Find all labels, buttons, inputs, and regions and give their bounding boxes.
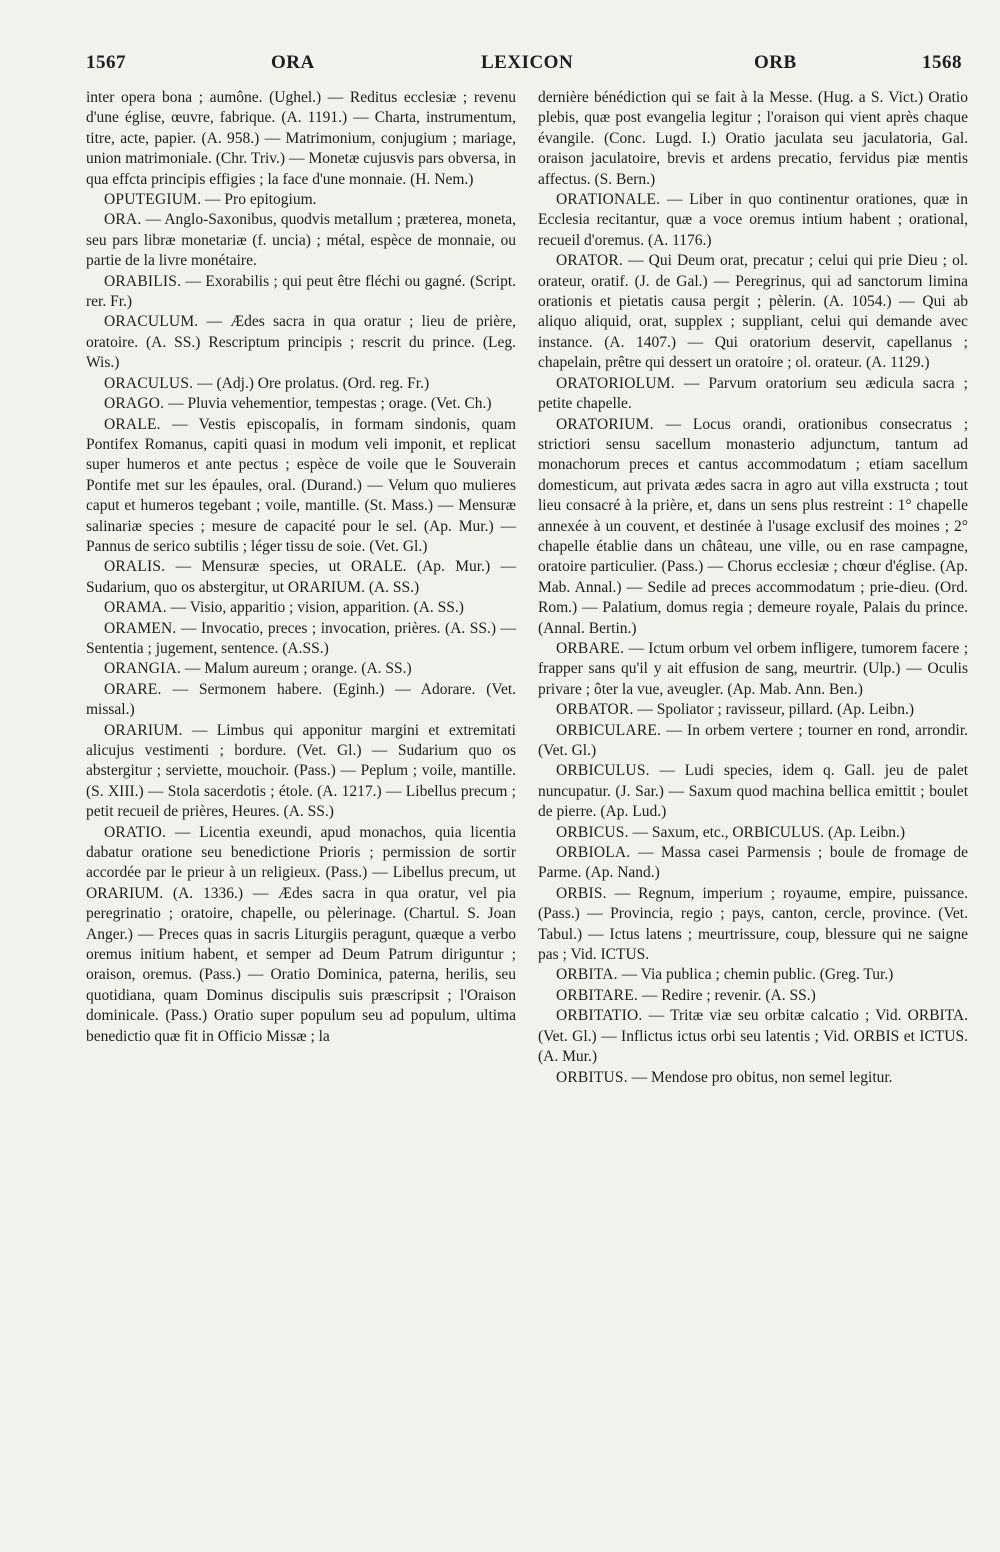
entry-definition: dernière bénédiction qui se fait à la Messe. (Hug. a S. Vict.) Oratio plebis, quæ post evangelia legitur ; l'oraison qui vient après chaque évangile. (Conc. Lugd. I.) Oratio jaculata seu jaculatoria, Gal. oraison jaculatoire, brevis et ardens precatio, fervidus piæ mentis affectus. (S. Bern.)	[538, 89, 968, 188]
entry-headword: OPUTEGIUM.	[104, 191, 202, 209]
dictionary-entry	[538, 251, 968, 373]
entry-headword: ORBICULARE.	[556, 721, 662, 739]
entry-definition: inter opera bona ; aumône. (Ughel.) — Reditus ecclesiæ ; revenu d'une église, œuvre, fabrique. (A. 1191.) — Charta, instrumentum, titre, acte, papier. (A. 958.) — Matrimonium, conjugium ; mariage, union matrimoniale. (Chr. Triv.) — Monetæ cujusvis pars obversa, in qua effcta principis effigies ; la face d'une monnaie. (H. Nem.)	[86, 89, 516, 188]
entry-headword: ORBICUS.	[556, 823, 629, 841]
dictionary-entry	[86, 415, 516, 558]
dictionary-entry	[538, 761, 968, 822]
entry-headword: ORARE.	[104, 680, 162, 698]
entry-headword: ORATORIOLUM.	[556, 374, 675, 392]
entry-definition: — Ludi species, idem q. Gall. jeu de palet nuncupatur. (J. Sar.) — Saxum quod machina bellica emittit ; boulet de pierre. (Ap. Lud.)	[538, 762, 968, 821]
dictionary-entry	[86, 374, 516, 394]
entry-definition: — Redire ; revenir. (A. SS.)	[641, 986, 816, 1004]
continued-entry	[538, 88, 968, 190]
right-column	[538, 88, 968, 1088]
entry-headword: ORAMEN.	[104, 619, 177, 637]
dictionary-entry	[86, 210, 516, 271]
entry-headword: ORBIOLA.	[556, 844, 631, 862]
entry-headword: ORAGO.	[104, 395, 165, 413]
dictionary-entry	[86, 598, 516, 618]
dictionary-entry	[538, 884, 968, 966]
left-guide-word: ORA	[271, 52, 315, 73]
entry-definition: — Tritæ viæ seu orbitæ calcatio ; Vid. ORBITA. (Vet. Gl.) — Inflictus ictus orbi seu latentis ; Vid. ORBIS et ICTUS. (A. Mur.)	[538, 1007, 968, 1066]
entry-headword: ORACULUM.	[104, 313, 199, 331]
entry-headword: ORARIUM.	[104, 721, 183, 739]
dictionary-entry	[538, 374, 968, 415]
dictionary-entry	[538, 721, 968, 762]
dictionary-entry	[538, 1068, 968, 1088]
entry-headword: ORBITARE.	[556, 986, 638, 1004]
entry-definition: — Mensuræ species, ut ORALE. (Ap. Mur.) — Sudarium, quo os abstergitur, ut ORARIUM. (A. SS.)	[86, 558, 517, 596]
dictionary-entry	[538, 823, 968, 843]
dictionary-entry	[86, 823, 516, 1047]
right-guide-word: ORB	[754, 52, 797, 73]
running-title: LEXICON	[481, 52, 574, 73]
dictionary-entry	[86, 394, 516, 414]
entry-headword: ORALIS.	[104, 558, 166, 576]
dictionary-entry	[86, 721, 516, 823]
entry-definition: — Qui Deum orat, precatur ; celui qui prie Dieu ; ol. orateur, oratif. (J. de Gal.) — Peregrinus, qui ad sanctorum limina orationis et pietatis causa pergit ; pèlerin. (A. 1054.) — Qui ab aliquo aliquid, orat, supplex ; suppliant, celui qui demande avec instance. (A. 1407.) — Qui oratorium deservit, capellanus ; chapelain, prêtre qui dessert un oratoire ; ol. orateur. (A. 1129.)	[538, 252, 968, 372]
page-header	[86, 52, 962, 82]
entry-definition: — Vestis episcopalis, in formam sindonis, quam Pontifex Romanus, capiti quasi in modum veli imponit, et replicat super humeros et ante pectus ; espèce de voile que le Souverain Pontife met sur les épaules, oral. (Durand.) — Velum quo mulieres caput et humeros tegebant ; voile, mantille. (St. Mass.) — Mensuræ salinariæ species ; mesure de capacité pour le sel. (Ap. Mur.) — Pannus de serico subtilis ; léger tissu de soie. (Vet. Gl.)	[86, 415, 517, 555]
entry-definition: — Mendose pro obitus, non semel legitur.	[631, 1068, 893, 1086]
dictionary-entry	[538, 1006, 968, 1067]
entry-definition: — Spoliator ; ravisseur, pillard. (Ap. Leibn.)	[637, 701, 915, 719]
entry-definition: — Invocatio, preces ; invocation, prières. (A. SS.) — Sententia ; jugement, sentence. (A.SS.)	[86, 619, 517, 657]
entry-headword: ORBARE.	[556, 639, 625, 657]
entry-definition: — Licentia exeundi, apud monachos, quia licentia dabatur oratione seu benedictione Prioris ; permission de sortir accordée par le prieur à un religieux. (Pass.) — Libellus precum, ut ORARIUM. (A. 1336.) — Ædes sacra in qua oratur, vel pia peregrinatio ; oratoire, chapelle, ou pèlerinage. (Chartul. S. Joan Anger.) — Preces quas in sacris Liturgiis peragunt, quæque a verbo oremus initium habent, et semper ad Deum Patrum diriguntur ; oraison, oremus. (Pass.) — Oratio Dominica, paterna, herilis, seu quotidiana, quam Dominus discipulis suis præscripsit ; l'Oraison dominicale. (Pass.) Oratio super populum seu ad populum, ultima benedictio quæ fit in Officio Missæ ; la	[86, 823, 517, 1045]
entry-definition: — (Adj.) Ore prolatus. (Ord. reg. Fr.)	[197, 374, 430, 392]
dictionary-entry	[86, 619, 516, 660]
continued-entry	[86, 88, 516, 190]
entry-definition: — Pluvia vehementior, tempestas ; orage. (Vet. Ch.)	[168, 395, 492, 413]
entry-headword: ORA.	[104, 211, 142, 229]
entry-definition: — Visio, apparitio ; vision, apparition. (A. SS.)	[170, 599, 464, 617]
dictionary-entry	[538, 965, 968, 985]
entry-definition: — Via publica ; chemin public. (Greg. Tur.)	[621, 966, 894, 984]
dictionary-entry	[86, 659, 516, 679]
left-page-number: 1567	[86, 52, 126, 73]
entry-headword: ORATIONALE.	[556, 191, 661, 209]
entry-headword: ORBICULUS.	[556, 762, 650, 780]
entry-definition: — Parvum oratorium seu ædicula sacra ; petite chapelle.	[538, 374, 968, 413]
entry-headword: ORBITUS.	[556, 1068, 628, 1086]
entry-definition: — Massa casei Parmensis ; boule de fromage de Parme. (Ap. Nand.)	[538, 844, 968, 882]
entry-headword: ORBIS.	[556, 884, 607, 902]
entry-definition: — Ictum orbum vel orbem infligere, tumorem facere ; frapper sans qu'il y ait effusion de sang, meurtrir. (Ulp.) — Oculis privare ; ôter la vue, aveugler. (Ap. Mab. Ann. Ben.)	[538, 639, 968, 698]
entry-headword: ORATORIUM.	[556, 415, 654, 433]
dictionary-entry	[86, 190, 516, 210]
entry-headword: ORBITATIO.	[556, 1007, 643, 1025]
entry-headword: ORABILIS.	[104, 272, 182, 290]
entry-definition: — Limbus qui apponitur margini et extremitati alicujus vestimenti ; bordure. (Vet. Gl.) — Sudarium quo os abstergitur ; serviette, mouchoir. (Pass.) — Peplum ; voile, mantille. (S. XIII.) — Stola sacerdotis ; étole. (A. 1217.) — Libellus precum ; petit recueil de prières, Heures. (A. SS.)	[86, 721, 516, 821]
entry-definition: — Ædes sacra in qua oratur ; lieu de prière, oratoire. (A. SS.) Rescriptum principis ; rescrit du prince. (Leg. Wis.)	[86, 313, 516, 372]
entry-headword: ORACULUS.	[104, 374, 194, 392]
dictionary-entry	[538, 639, 968, 700]
dictionary-entry	[86, 557, 516, 598]
right-page-number: 1568	[922, 52, 962, 73]
entry-headword: ORATOR.	[556, 252, 624, 270]
entry-headword: ORAMA.	[104, 599, 167, 617]
entry-headword: ORBITA.	[556, 966, 618, 984]
entry-definition: — Liber in quo continentur orationes, quæ in Ecclesia recitantur, quæ a voce oremus intium habent ; orational, recueil d'oremus. (A. 1176.)	[538, 191, 968, 249]
dictionary-entry	[86, 680, 516, 721]
entry-headword: ORALE.	[104, 415, 161, 433]
entry-definition: — Pro epitogium.	[205, 191, 317, 209]
entry-definition: — Malum aureum ; orange. (A. SS.)	[184, 660, 412, 678]
entry-definition: — Locus orandi, orationibus consecratus ; strictiori sensu sacellum monasterio adjunctum, tantum ad monachorum preces et cantus accommodatum ; etiam sacellum domesticum, aut privata ædes sacra in agro aut villa exstructa ; tout lieu consacré à la prière, et, dans un sens plus restreint : 1° chapelle annexée à un couvent, et destinée à l'usage exclusif des moines ; 2° chapelle établie dans un château, une ville, ou en rase campagne, oratoire particulier. (Pass.) — Chorus ecclesiæ ; chœur d'église. (Ap. Mab. Annal.) — Sedile ad preces accommodatum ; prie-dieu. (Ord. Rom.) — Palatium, domus regia ; demeure royale, Palais du prince. (Annal. Bertin.)	[538, 415, 969, 637]
entry-definition: — Regnum, imperium ; royaume, empire, puissance. (Pass.) — Provincia, regio ; pays, canton, cercle, province. (Vet. Tabul.) — Ictus latens ; meurtrissure, coup, blessure qui ne saigne pas ; Vid. ICTUS.	[538, 884, 968, 964]
left-column	[86, 88, 516, 1047]
entry-headword: ORANGIA.	[104, 660, 181, 678]
dictionary-entry	[538, 700, 968, 720]
entry-definition: — In orbem vertere ; tourner en rond, arrondir. (Vet. Gl.)	[538, 721, 969, 759]
dictionary-entry	[86, 312, 516, 373]
dictionary-entry	[538, 986, 968, 1006]
entry-headword: ORBATOR.	[556, 701, 634, 719]
dictionary-entry	[538, 843, 968, 884]
entry-definition: — Sermonem habere. (Eginh.) — Adorare. (Vet. missal.)	[86, 680, 516, 719]
entry-definition: — Saxum, etc., ORBICULUS. (Ap. Leibn.)	[632, 823, 906, 841]
dictionary-entry	[538, 190, 968, 251]
entry-definition: — Anglo-Saxonibus, quodvis metallum ; præterea, moneta, seu pars libræ monetariæ (f. uncia) ; métal, espèce de monnaie, ou partie de la livre monétaire.	[86, 211, 517, 270]
dictionary-entry	[538, 415, 968, 639]
dictionary-entry	[86, 272, 516, 313]
entry-headword: ORATIO.	[104, 823, 167, 841]
entry-definition: — Exorabilis ; qui peut être fléchi ou gagné. (Script. rer. Fr.)	[86, 272, 516, 311]
